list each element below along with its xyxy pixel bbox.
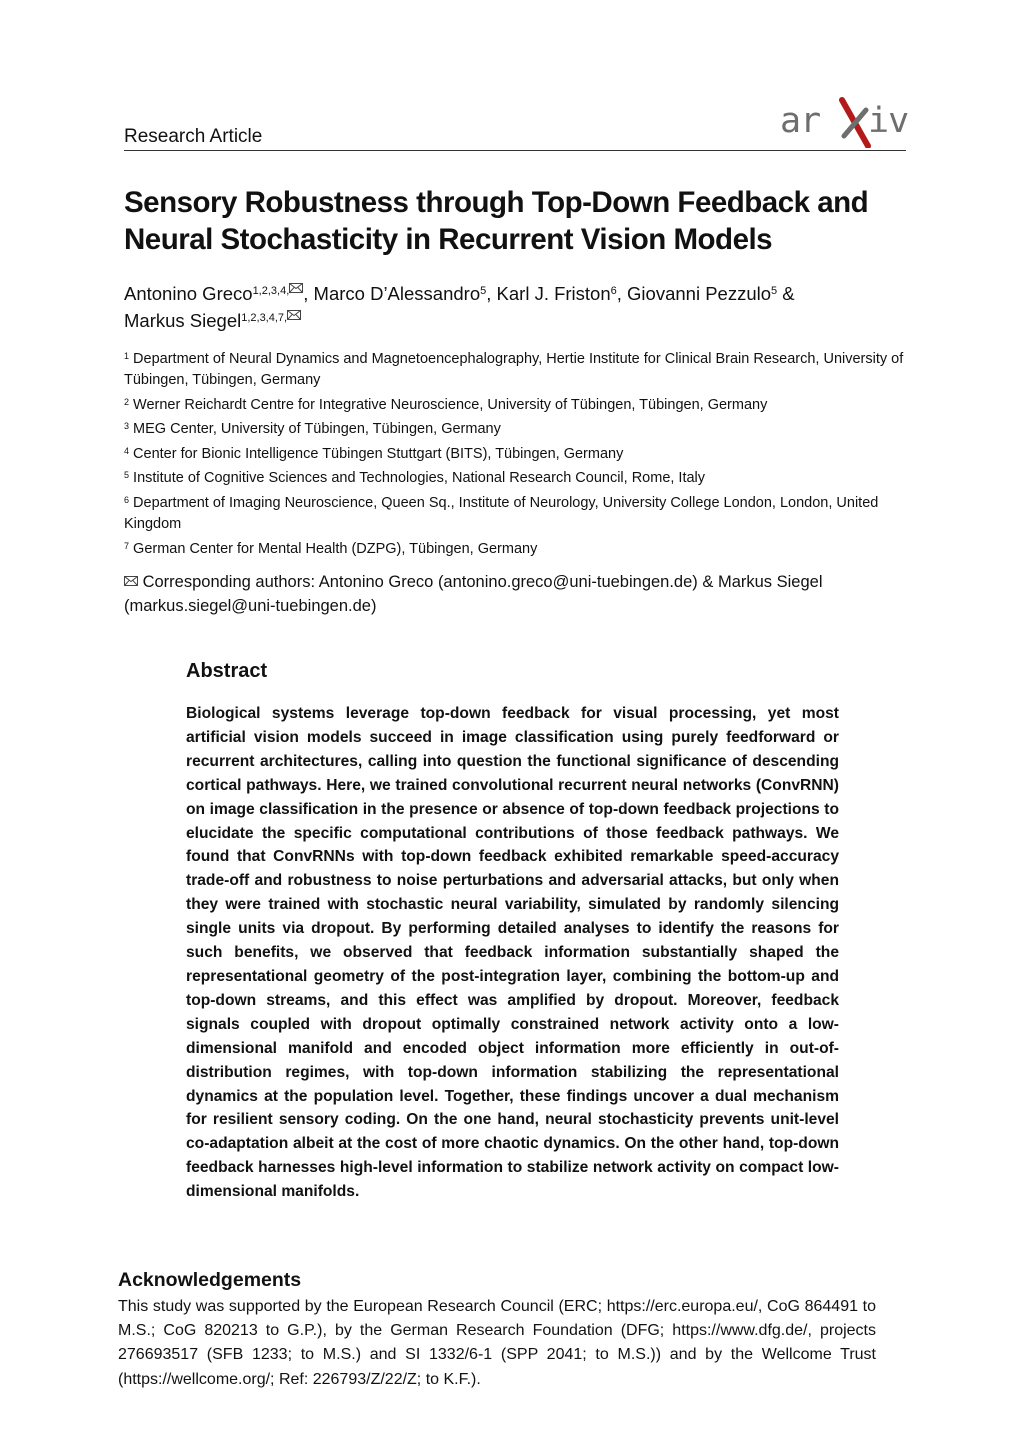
author — [124, 283, 303, 304]
author — [124, 310, 301, 331]
affiliation-text: Department of Imaging Neuroscience, Queen Sq., Institute of Neurology, University College London, London, United Kingdom — [124, 494, 879, 532]
affiliation-number: 7 — [124, 540, 130, 551]
author-name: Giovanni Pezzulo — [627, 283, 772, 304]
author — [497, 283, 617, 304]
affiliation-number: 4 — [124, 445, 130, 456]
svg-text:iv: iv — [868, 101, 909, 141]
author-name: Antonino Greco — [124, 283, 253, 304]
author-name: Karl J. Friston — [496, 283, 611, 304]
affiliation-number: 3 — [124, 421, 130, 432]
envelope-icon — [289, 283, 303, 293]
author-name: Marco D’Alessandro — [313, 283, 481, 304]
affiliation-number: 1 — [124, 351, 130, 361]
affiliation-item — [124, 395, 914, 416]
author — [314, 283, 487, 304]
affiliation-text: German Center for Mental Health (DZPG), Tübingen, Germany — [129, 540, 538, 557]
affiliation-text: MEG Center, University of Tübingen, Tübingen, Germany — [129, 421, 501, 438]
abstract-body: Biological systems leverage top-down feedback for visual processing, yet most artificial vision models succeed in image classification using purely feedforward or recurrent architectures, calling into question the functional significance of descending cortical pathways. Here, we trained convolutional recurrent neural networks (ConvRNN) on image classification in the presence or absence of top-down feedback projections to elucidate the specific computational contributions of those feedback pathways. We found that ConvRNNs with top-down feedback exhibited remarkable speed-accuracy trade-off and robustness to noise perturbations and adversarial attacks, but only when they were trained with stochastic neural variability, simulated by randomly silencing single units via dropout. By performing detailed analyses to identify the reasons for such benefits, we observed that feedback information substantially shaped the representational geometry of the post-integration layer, combining the bottom-up and top-down streams, and this effect was amplified by dropout. Moreover, feedback signals coupled with dropout optimally constrained network activity onto a low-dimensional manifold and encoded object information more efficiently in out-of-distribution regimes, with top-down information stabilizing the representational dynamics at the population level. Together, these findings uncover a dual mechanism for resilient sensory coding. On the one hand, neural stochasticity prevents unit-level co-adaptation albeit at the cost of more chaotic dynamics. On the other hand, top-down feedback harnesses high-level information to stabilize network activity on compact low-dimensional manifolds. — [186, 705, 839, 1201]
affiliation-text: Department of Neural Dynamics and Magnetoencephalography, Hertie Institute for Clinical Brain Research, University of Tübingen, Tübingen, Germany — [124, 351, 904, 388]
paper-title: Sensory Robustness through Top-Down Feedback and Neural Stochasticity in Recurrent Vision Models — [124, 186, 869, 256]
affiliation-number: 2 — [124, 396, 130, 407]
acknowledgements-body: This study was supported by the European Research Council (ERC; https://erc.europa.eu/, CoG 864491 to M.S.; CoG 820213 to G.P.), by the German Research Foundation (DFG; https://www.dfg.de/, projects 276693517 (SFB 1233; to M.S.) and SI 1332/6-1 (SPP 2041; to M.S.)) and by the Wellcome Trust (https://wellcome.org/; Ref: 226793/Z/22/Z; to K.F.). — [118, 1298, 876, 1388]
affiliation-item — [124, 444, 914, 465]
author-separator: , — [303, 283, 314, 304]
author-separator: , — [616, 283, 628, 304]
affiliation-item — [124, 468, 914, 489]
author — [627, 283, 777, 304]
corresponding-text: Corresponding authors: Antonino Greco (antonino.greco@uni-tuebingen.de) & Markus Siegel (markus.siegel@uni-tuebingen.de) — [124, 573, 823, 615]
author-affiliation-numbers: 6 — [610, 285, 617, 297]
author-separator: , — [486, 283, 497, 304]
author-list — [124, 280, 914, 334]
author-affiliation-numbers: 1,2,3,4, — [253, 285, 304, 297]
author-affiliation-numbers: 5 — [771, 285, 778, 297]
affiliation-item — [124, 493, 914, 535]
affiliation-item — [124, 539, 914, 560]
abstract-heading: Abstract — [186, 660, 268, 682]
affiliation-list — [124, 349, 914, 563]
author-separator: & — [777, 283, 795, 304]
envelope-icon — [287, 310, 301, 320]
author-affiliation-numbers: 5 — [480, 285, 487, 297]
affiliation-text: Institute of Cognitive Sciences and Technologies, National Research Council, Rome, Italy — [129, 470, 706, 487]
affiliation-number: 5 — [124, 470, 130, 481]
affiliation-item — [124, 419, 914, 440]
acknowledgements-heading: Acknowledgements — [118, 1269, 302, 1291]
affiliation-number: 6 — [124, 494, 130, 505]
article-type-label: Research Article — [124, 126, 263, 147]
affiliation-item — [124, 349, 914, 391]
svg-text:ar: ar — [780, 101, 821, 141]
author-name: Markus Siegel — [124, 310, 242, 331]
affiliation-text: Werner Reichardt Centre for Integrative Neuroscience, University of Tübingen, Tübingen, Germany — [129, 396, 768, 413]
corresponding-authors — [124, 570, 904, 618]
arxiv-logo — [778, 96, 910, 148]
affiliation-text: Center for Bionic Intelligence Tübingen Stuttgart (BITS), Tübingen, Germany — [129, 445, 624, 462]
author-affiliation-numbers: 1,2,3,4,7, — [241, 312, 301, 324]
envelope-icon — [124, 576, 138, 586]
